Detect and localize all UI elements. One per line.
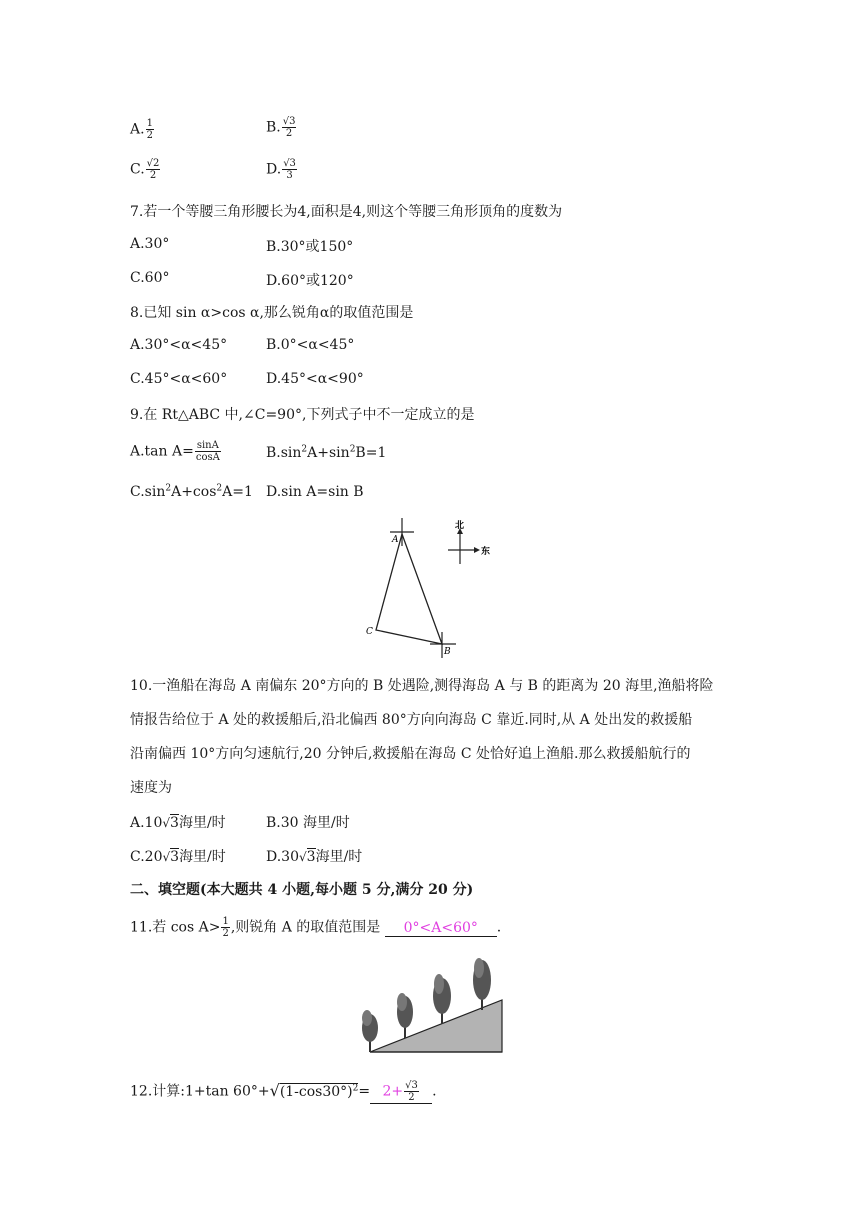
fraction: $\frac{√2}{2}$ [146,158,160,181]
fraction: $\frac{1}{2}$ [222,916,229,939]
q6-option-a: A. $\frac{1}{2}$ [130,118,153,141]
q7-option-d: D.60°或120° [266,273,354,289]
fraction: $\frac{√3}{2}$ [405,1080,418,1103]
q7-option-a: A.30° [130,236,170,252]
fraction: $\frac{√3}{3}$ [283,158,296,181]
fraction: $\frac{√3}{2}$ [282,116,296,139]
tree-icon [433,974,451,1024]
sqrt: √3 [162,849,180,865]
q9-option-a: A.tan A= $\frac{\sin A}{\cos A}$ [130,440,220,463]
fraction: $\frac{1}{2}$ [146,118,153,141]
q9-option-c: $C.\sin^2A+\cos^2A=1$ [130,483,253,500]
q7-option-b: B.30°或150° [266,239,354,255]
north-label: 北 [455,521,465,531]
q10-option-d: D.30√3海里/时 [266,849,363,865]
east-label: 东 [481,547,491,557]
q9-option-b: $B.\sin^2A+\sin^2B=1$ [266,444,387,461]
sqrt: $√(1-\cos 30^\circ)^2$ [269,1080,359,1100]
q11: 11.若 cos A> $\frac{1}{2}$ ,则锐角 A 的取值范围是 0°<A<60° . [130,916,502,939]
triangle-figure [360,512,510,662]
q10-option-b: B.30 海里/时 [266,815,350,831]
fraction: $\frac{\sin A}{\cos A}$ [195,440,220,463]
q9-stem: 9.在 Rt△ABC 中,∠C=90°,下列式子中不一定成立的是 [130,407,475,423]
q8-stem: 8.已知 sin α>cos α,那么锐角α的取值范围是 [130,305,414,321]
q8-option-b: B.0°<α<45° [266,337,355,353]
q9-option-d: D.sin A=sin B [266,484,364,500]
label-c: C [366,627,373,637]
q6-option-d: D. $\frac{√3}{3}$ [266,158,296,181]
q7-stem: 7.若一个等腰三角形腰长为4,面积是4,则这个等腰三角形顶角的度数为 [130,204,563,220]
q6-option-b: B. $\frac{√3}{2}$ [266,116,296,139]
label-a: A [392,535,399,545]
q12: 12.计算:1+tan $60^\circ+√(1-\cos 30^\circ)^2= 2+$ $\frac{√3}{2}$ . [130,1080,437,1103]
slope-figure [352,956,504,1056]
tree-icon [473,958,491,1010]
label-b: B [444,647,451,657]
tree-icon [397,993,413,1038]
q10-option-c: C.20√3海里/时 [130,849,226,865]
tree-icon [362,1010,378,1052]
q10-line-1: 10.一渔船在海岛 A 南偏东 20°方向的 B 处遇险,测得海岛 A 与 B 的距离为 20 海里,渔船将险 [130,678,714,694]
q6-option-c: C. $\frac{√2}{2}$ [130,158,160,181]
sqrt: √3 [299,849,316,865]
q11-answer-blank: 0°<A<60° [385,920,497,937]
q8-option-a: A.30°<α<45° [130,337,228,353]
q10-line-4: 速度为 [130,780,172,796]
q10-line-3: 沿南偏西 10°方向匀速航行,20 分钟后,救援船在海岛 C 处恰好追上渔船.那么救援船航行的 [130,746,691,762]
q12-answer-blank: 2+ $\frac{√3}{2}$ [370,1080,432,1104]
q10-option-a: A.10√3海里/时 [130,815,226,831]
section-2-title: 二、填空题(本大题共 4 小题,每小题 5 分,满分 20 分) [130,882,474,898]
q8-option-c: C.45°<α<60° [130,371,228,387]
q7-option-c: C.60° [130,270,170,286]
sqrt: √3 [162,815,179,831]
q10-line-2: 情报告给位于 A 处的救援船后,沿北偏西 80°方向向海岛 C 靠近.同时,从 A 处出发的救援船 [130,712,693,728]
q8-option-d: D.45°<α<90° [266,371,364,387]
